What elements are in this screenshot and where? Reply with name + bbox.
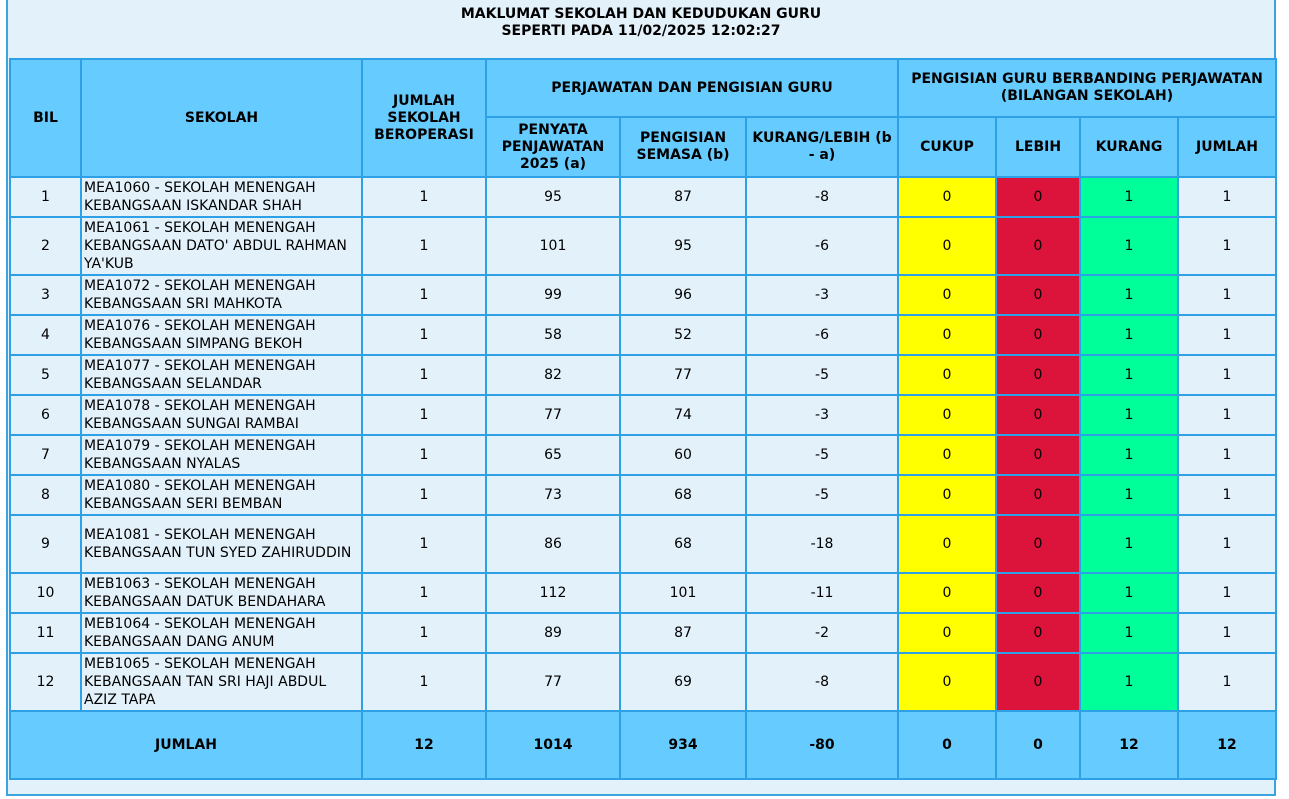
row-cukup: 0 bbox=[898, 315, 996, 355]
table-footer bbox=[10, 711, 1276, 779]
table-row bbox=[10, 217, 1276, 275]
totals-row bbox=[10, 711, 1276, 779]
row-semasa: 87 bbox=[620, 613, 746, 653]
row-semasa: 74 bbox=[620, 395, 746, 435]
row-kurang: 1 bbox=[1080, 315, 1178, 355]
row-semasa: 87 bbox=[620, 177, 746, 217]
row-sekolah: MEB1065 - SEKOLAH MENENGAH KEBANGSAAN TAN SRI HAJI ABDUL AZIZ TAPA bbox=[81, 653, 362, 711]
row-lebih: 0 bbox=[996, 395, 1080, 435]
totals-jumlah: 12 bbox=[1178, 711, 1276, 779]
row-cukup: 0 bbox=[898, 435, 996, 475]
row-bil: 1 bbox=[10, 177, 81, 217]
row-jumlah: 1 bbox=[1178, 435, 1276, 475]
header-kurang-lebih: KURANG/LEBIH (b - a) bbox=[746, 117, 898, 177]
row-sekolah: MEA1061 - SEKOLAH MENENGAH KEBANGSAAN DATO' ABDUL RAHMAN YA'KUB bbox=[81, 217, 362, 275]
row-cukup: 0 bbox=[898, 515, 996, 573]
table-row bbox=[10, 355, 1276, 395]
row-sekolah: MEA1079 - SEKOLAH MENENGAH KEBANGSAAN NYALAS bbox=[81, 435, 362, 475]
table-row bbox=[10, 573, 1276, 613]
row-cukup: 0 bbox=[898, 217, 996, 275]
row-sekolah: MEB1064 - SEKOLAH MENENGAH KEBANGSAAN DANG ANUM bbox=[81, 613, 362, 653]
row-jumlah: 1 bbox=[1178, 573, 1276, 613]
header-bil: BIL bbox=[10, 59, 81, 177]
row-kurang: 1 bbox=[1080, 515, 1178, 573]
row-bil: 8 bbox=[10, 475, 81, 515]
school-teacher-table bbox=[9, 58, 1277, 780]
row-sekolah: MEB1063 - SEKOLAH MENENGAH KEBANGSAAN DATUK BENDAHARA bbox=[81, 573, 362, 613]
row-kurang: 1 bbox=[1080, 613, 1178, 653]
row-semasa: 69 bbox=[620, 653, 746, 711]
table-row bbox=[10, 315, 1276, 355]
row-beza: -5 bbox=[746, 475, 898, 515]
totals-kurang: 12 bbox=[1080, 711, 1178, 779]
row-beroperasi: 1 bbox=[362, 653, 486, 711]
row-bil: 11 bbox=[10, 613, 81, 653]
row-cukup: 0 bbox=[898, 475, 996, 515]
row-bil: 6 bbox=[10, 395, 81, 435]
header-lebih: LEBIH bbox=[996, 117, 1080, 177]
totals-label: JUMLAH bbox=[10, 711, 362, 779]
table-row bbox=[10, 515, 1276, 573]
table-header bbox=[10, 59, 1276, 177]
row-beroperasi: 1 bbox=[362, 315, 486, 355]
row-beroperasi: 1 bbox=[362, 573, 486, 613]
row-penyata: 77 bbox=[486, 653, 620, 711]
row-beza: -3 bbox=[746, 395, 898, 435]
row-cukup: 0 bbox=[898, 177, 996, 217]
row-bil: 10 bbox=[10, 573, 81, 613]
row-sekolah: MEA1076 - SEKOLAH MENENGAH KEBANGSAAN SIMPANG BEKOH bbox=[81, 315, 362, 355]
row-lebih: 0 bbox=[996, 573, 1080, 613]
table-row bbox=[10, 475, 1276, 515]
row-bil: 5 bbox=[10, 355, 81, 395]
row-lebih: 0 bbox=[996, 653, 1080, 711]
row-lebih: 0 bbox=[996, 613, 1080, 653]
row-penyata: 65 bbox=[486, 435, 620, 475]
totals-lebih: 0 bbox=[996, 711, 1080, 779]
row-kurang: 1 bbox=[1080, 653, 1178, 711]
row-lebih: 0 bbox=[996, 515, 1080, 573]
report-title-line2: SEPERTI PADA 11/02/2025 12:02:27 bbox=[501, 23, 781, 39]
row-kurang: 1 bbox=[1080, 435, 1178, 475]
row-beza: -6 bbox=[746, 315, 898, 355]
row-cukup: 0 bbox=[898, 653, 996, 711]
row-kurang: 1 bbox=[1080, 475, 1178, 515]
row-jumlah: 1 bbox=[1178, 275, 1276, 315]
row-cukup: 0 bbox=[898, 355, 996, 395]
header-jumlah-sekolah: JUMLAH SEKOLAH BEROPERASI bbox=[362, 59, 486, 177]
row-sekolah: MEA1081 - SEKOLAH MENENGAH KEBANGSAAN TUN SYED ZAHIRUDDIN bbox=[81, 515, 362, 573]
row-beroperasi: 1 bbox=[362, 613, 486, 653]
row-beza: -11 bbox=[746, 573, 898, 613]
header-jumlah: JUMLAH bbox=[1178, 117, 1276, 177]
row-bil: 7 bbox=[10, 435, 81, 475]
row-beroperasi: 1 bbox=[362, 177, 486, 217]
row-bil: 9 bbox=[10, 515, 81, 573]
report-panel bbox=[6, 0, 1276, 796]
row-kurang: 1 bbox=[1080, 177, 1178, 217]
row-beroperasi: 1 bbox=[362, 515, 486, 573]
row-penyata: 89 bbox=[486, 613, 620, 653]
header-perjawatan-group: PERJAWATAN DAN PENGISIAN GURU bbox=[486, 59, 898, 117]
row-semasa: 68 bbox=[620, 515, 746, 573]
row-penyata: 73 bbox=[486, 475, 620, 515]
row-bil: 2 bbox=[10, 217, 81, 275]
row-semasa: 95 bbox=[620, 217, 746, 275]
table-row bbox=[10, 613, 1276, 653]
row-jumlah: 1 bbox=[1178, 217, 1276, 275]
header-kurang: KURANG bbox=[1080, 117, 1178, 177]
row-semasa: 68 bbox=[620, 475, 746, 515]
row-sekolah: MEA1060 - SEKOLAH MENENGAH KEBANGSAAN ISKANDAR SHAH bbox=[81, 177, 362, 217]
row-jumlah: 1 bbox=[1178, 613, 1276, 653]
row-beza: -6 bbox=[746, 217, 898, 275]
row-jumlah: 1 bbox=[1178, 515, 1276, 573]
row-beroperasi: 1 bbox=[362, 217, 486, 275]
row-semasa: 52 bbox=[620, 315, 746, 355]
row-cukup: 0 bbox=[898, 613, 996, 653]
row-cukup: 0 bbox=[898, 573, 996, 613]
totals-beroperasi: 12 bbox=[362, 711, 486, 779]
row-penyata: 95 bbox=[486, 177, 620, 217]
row-penyata: 99 bbox=[486, 275, 620, 315]
row-semasa: 77 bbox=[620, 355, 746, 395]
table-row bbox=[10, 275, 1276, 315]
row-bil: 3 bbox=[10, 275, 81, 315]
row-beza: -3 bbox=[746, 275, 898, 315]
row-beroperasi: 1 bbox=[362, 435, 486, 475]
row-jumlah: 1 bbox=[1178, 355, 1276, 395]
row-beza: -18 bbox=[746, 515, 898, 573]
row-jumlah: 1 bbox=[1178, 177, 1276, 217]
row-beza: -8 bbox=[746, 177, 898, 217]
table-row bbox=[10, 435, 1276, 475]
row-kurang: 1 bbox=[1080, 355, 1178, 395]
row-jumlah: 1 bbox=[1178, 475, 1276, 515]
row-sekolah: MEA1080 - SEKOLAH MENENGAH KEBANGSAAN SERI BEMBAN bbox=[81, 475, 362, 515]
row-beroperasi: 1 bbox=[362, 475, 486, 515]
totals-cukup: 0 bbox=[898, 711, 996, 779]
row-penyata: 82 bbox=[486, 355, 620, 395]
row-beza: -2 bbox=[746, 613, 898, 653]
header-pengisian-semasa: PENGISIAN SEMASA (b) bbox=[620, 117, 746, 177]
totals-semasa: 934 bbox=[620, 711, 746, 779]
report-title-line1: MAKLUMAT SEKOLAH DAN KEDUDUKAN GURU bbox=[460, 6, 822, 22]
row-penyata: 112 bbox=[486, 573, 620, 613]
header-sekolah: SEKOLAH bbox=[81, 59, 362, 177]
row-beza: -8 bbox=[746, 653, 898, 711]
row-bil: 4 bbox=[10, 315, 81, 355]
row-semasa: 96 bbox=[620, 275, 746, 315]
totals-beza: -80 bbox=[746, 711, 898, 779]
row-semasa: 60 bbox=[620, 435, 746, 475]
header-cukup: CUKUP bbox=[898, 117, 996, 177]
row-lebih: 0 bbox=[996, 177, 1080, 217]
row-beroperasi: 1 bbox=[362, 275, 486, 315]
table-row bbox=[10, 395, 1276, 435]
row-semasa: 101 bbox=[620, 573, 746, 613]
table-row bbox=[10, 653, 1276, 711]
row-beroperasi: 1 bbox=[362, 355, 486, 395]
row-jumlah: 1 bbox=[1178, 395, 1276, 435]
table-row bbox=[10, 177, 1276, 217]
row-jumlah: 1 bbox=[1178, 315, 1276, 355]
totals-penyata: 1014 bbox=[486, 711, 620, 779]
row-lebih: 0 bbox=[996, 435, 1080, 475]
row-penyata: 58 bbox=[486, 315, 620, 355]
header-pengisian-group: PENGISIAN GURU BERBANDING PERJAWATAN (BILANGAN SEKOLAH) bbox=[898, 59, 1276, 117]
row-lebih: 0 bbox=[996, 315, 1080, 355]
row-beroperasi: 1 bbox=[362, 395, 486, 435]
row-penyata: 77 bbox=[486, 395, 620, 435]
row-sekolah: MEA1077 - SEKOLAH MENENGAH KEBANGSAAN SELANDAR bbox=[81, 355, 362, 395]
row-sekolah: MEA1078 - SEKOLAH MENENGAH KEBANGSAAN SUNGAI RAMBAI bbox=[81, 395, 362, 435]
table-body bbox=[10, 177, 1276, 711]
row-kurang: 1 bbox=[1080, 573, 1178, 613]
row-lebih: 0 bbox=[996, 275, 1080, 315]
row-cukup: 0 bbox=[898, 395, 996, 435]
row-lebih: 0 bbox=[996, 217, 1080, 275]
row-bil: 12 bbox=[10, 653, 81, 711]
row-penyata: 101 bbox=[486, 217, 620, 275]
row-beza: -5 bbox=[746, 435, 898, 475]
row-kurang: 1 bbox=[1080, 217, 1178, 275]
row-cukup: 0 bbox=[898, 275, 996, 315]
row-beza: -5 bbox=[746, 355, 898, 395]
row-jumlah: 1 bbox=[1178, 653, 1276, 711]
row-sekolah: MEA1072 - SEKOLAH MENENGAH KEBANGSAAN SRI MAHKOTA bbox=[81, 275, 362, 315]
row-lebih: 0 bbox=[996, 475, 1080, 515]
report-title bbox=[8, 6, 1274, 40]
row-penyata: 86 bbox=[486, 515, 620, 573]
header-penyata: PENYATA PENJAWATAN 2025 (a) bbox=[486, 117, 620, 177]
row-kurang: 1 bbox=[1080, 275, 1178, 315]
row-lebih: 0 bbox=[996, 355, 1080, 395]
row-kurang: 1 bbox=[1080, 395, 1178, 435]
